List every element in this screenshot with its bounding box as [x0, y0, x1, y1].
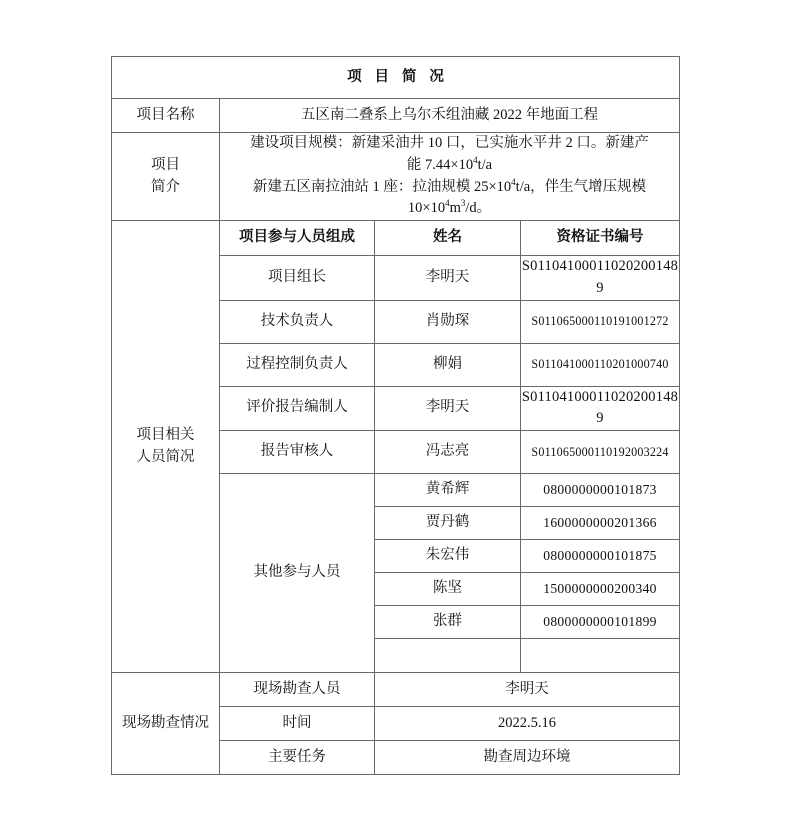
- project-intro-line-4: [220, 198, 679, 220]
- project-name-value: 五区南二叠系上乌尔禾组油藏 2022 年地面工程: [220, 99, 680, 133]
- project-intro-label-line2: 简介: [151, 178, 180, 195]
- personnel-name: 冯志亮: [375, 431, 521, 474]
- site-survey-row: [112, 673, 680, 707]
- intro-line4-unit: m: [449, 200, 461, 217]
- personnel-name: [375, 639, 521, 673]
- personnel-cert: S011041000110201000740: [521, 343, 680, 386]
- intro-line3-exponent: 4: [511, 176, 516, 187]
- intro-line3-suffix: t/a，伴生气增压规模: [515, 178, 647, 195]
- intro-line2-prefix: 能 7.44×10: [406, 156, 474, 173]
- intro-line4-exponent: 4: [445, 198, 450, 209]
- site-survey-label: 时间: [220, 707, 375, 741]
- project-overview-table-wrap: [111, 56, 679, 775]
- site-survey-label: 主要任务: [220, 741, 375, 775]
- personnel-name: 朱宏伟: [375, 540, 521, 573]
- personnel-role: 项目组长: [220, 256, 375, 301]
- intro-line4-unit-exponent: 3: [460, 198, 466, 209]
- personnel-name: 李明天: [375, 386, 521, 431]
- personnel-cert: 1500000000200340: [521, 573, 680, 606]
- personnel-role: 过程控制负责人: [220, 343, 375, 386]
- project-intro-row: [112, 133, 680, 221]
- site-survey-value: 勘查周边环境: [375, 741, 680, 775]
- personnel-header-row: [112, 221, 680, 256]
- personnel-name: 陈坚: [375, 573, 521, 606]
- personnel-cert: S011041000110202001489: [521, 386, 680, 431]
- personnel-name: 李明天: [375, 256, 521, 301]
- column-header-name: 姓名: [375, 221, 521, 256]
- project-intro-line-1: 建设项目规模：新建采油井 10 口，已实施水平井 2 口。新建产: [250, 135, 649, 151]
- personnel-section-label-line2: 人员简况: [136, 448, 195, 465]
- intro-line3-prefix: 新建五区南拉油站 1 座：拉油规模 25×10: [252, 178, 512, 195]
- title-row: [112, 57, 680, 99]
- project-name-label: 项目名称: [112, 99, 220, 133]
- personnel-role: 评价报告编制人: [220, 386, 375, 431]
- personnel-name: 肖勋琛: [375, 300, 521, 343]
- site-survey-label: 现场勘查人员: [220, 673, 375, 707]
- project-name-row: [112, 99, 680, 133]
- personnel-cert: S011065000110192003224: [521, 431, 680, 474]
- project-intro-line-2: [220, 155, 679, 177]
- personnel-section-label-line1: 项目相关: [136, 426, 195, 443]
- personnel-cert: 0800000000101873: [521, 474, 680, 507]
- personnel-cert: 0800000000101899: [521, 606, 680, 639]
- page-title: 项 目 简 况: [112, 57, 680, 99]
- project-intro-body: [220, 133, 680, 221]
- personnel-role: 技术负责人: [220, 300, 375, 343]
- project-overview-table: [111, 56, 680, 775]
- site-survey-value: 2022.5.16: [375, 707, 680, 741]
- intro-line4-prefix: 10×10: [407, 200, 446, 217]
- intro-line4-suffix: /d。: [465, 200, 492, 217]
- personnel-name: 柳娟: [375, 343, 521, 386]
- personnel-cert: 0800000000101875: [521, 540, 680, 573]
- project-intro-line-3: [220, 177, 679, 199]
- personnel-cert: 1600000000201366: [521, 507, 680, 540]
- site-survey-section-label: 现场勘查情况: [112, 673, 220, 775]
- project-intro-label-line1: 项目: [151, 156, 180, 173]
- column-header-role: 项目参与人员组成: [220, 221, 375, 256]
- personnel-role: 报告审核人: [220, 431, 375, 474]
- personnel-name: 黄希辉: [375, 474, 521, 507]
- personnel-section-label: [112, 221, 220, 673]
- other-participants-label: 其他参与人员: [220, 474, 375, 673]
- intro-line2-suffix: t/a: [477, 156, 493, 173]
- intro-line2-exponent: 4: [473, 154, 478, 165]
- site-survey-value: 李明天: [375, 673, 680, 707]
- personnel-name: 张群: [375, 606, 521, 639]
- project-intro-label: [112, 133, 220, 221]
- column-header-cert: 资格证书编号: [521, 221, 680, 256]
- personnel-cert: S011041000110202001489: [521, 256, 680, 301]
- personnel-name: 贾丹鹤: [375, 507, 521, 540]
- personnel-cert: S011065000110191001272: [521, 300, 680, 343]
- personnel-cert: [521, 639, 680, 673]
